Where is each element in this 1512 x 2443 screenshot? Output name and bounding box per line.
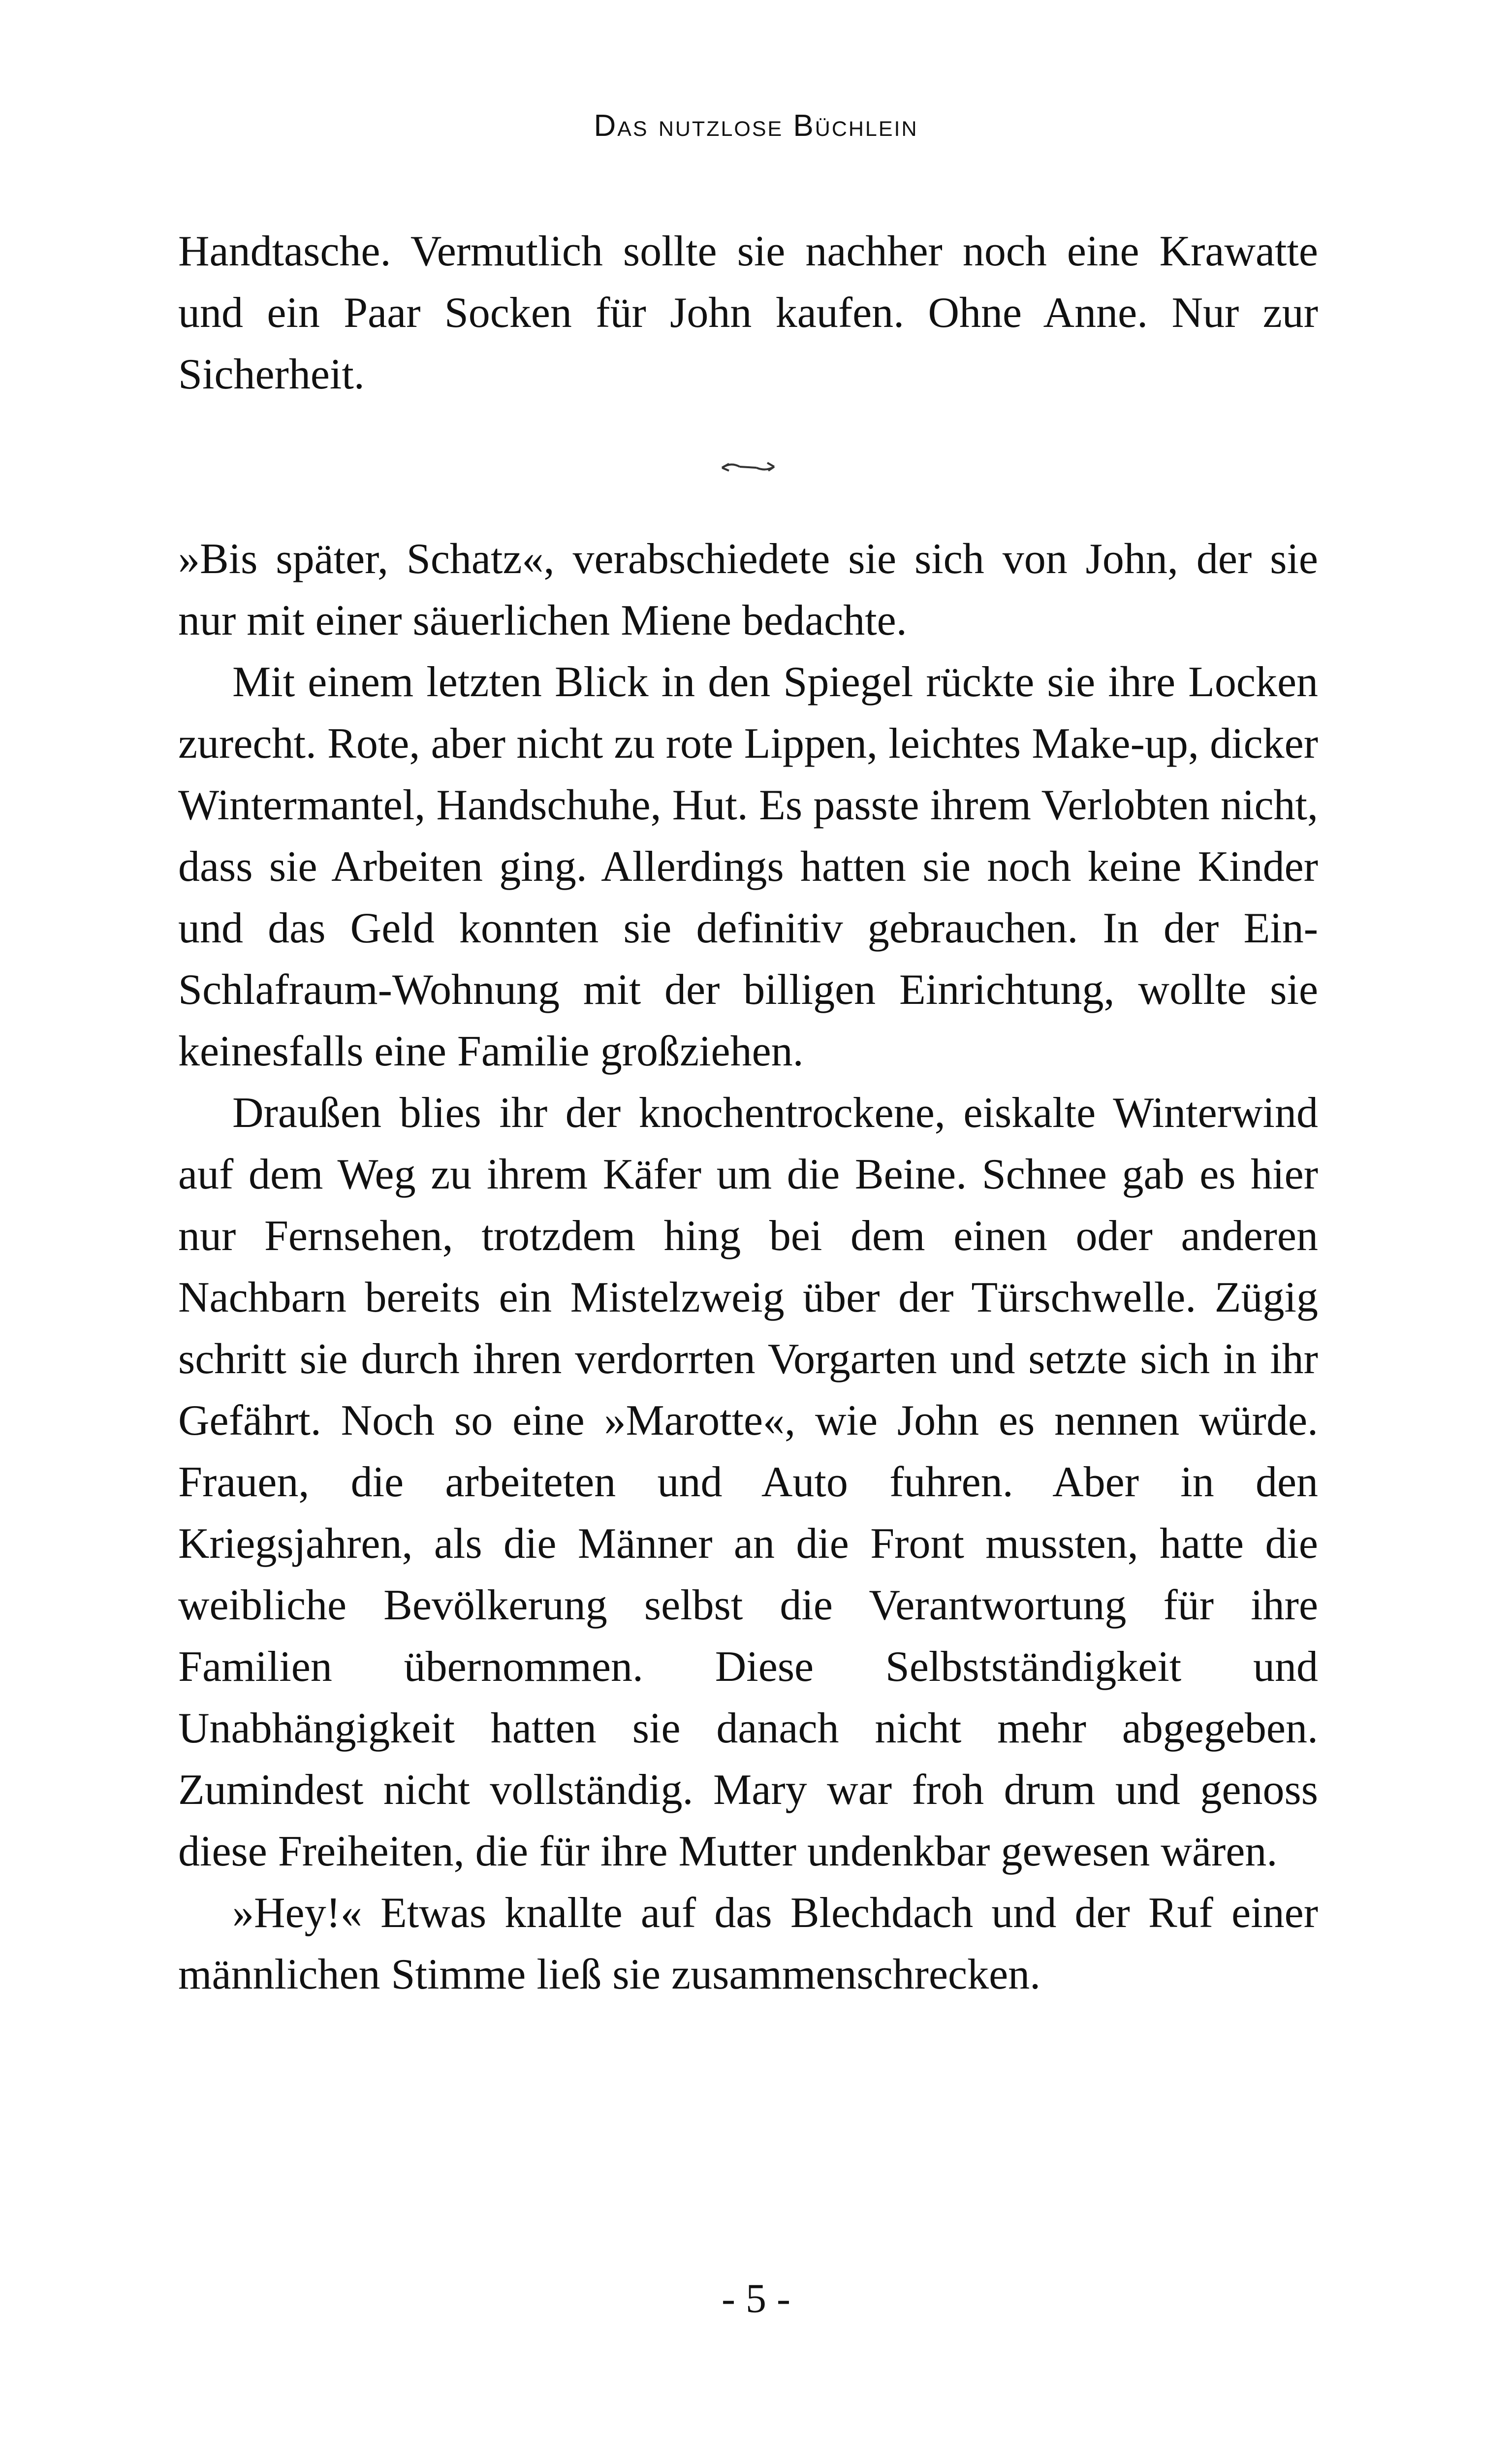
running-head: [0, 108, 1512, 143]
scene-break-ornament-icon: [178, 405, 1318, 528]
paragraph-continuation: Handtasche. Vermutlich sollte sie nachher noch eine Krawatte und ein Paar Socken für John kaufen. Ohne Anne. Nur zur Sicherheit.: [178, 227, 1318, 398]
paragraph-farewell: »Bis später, Schatz«, verabschiedete sie sich von John, der sie nur mit einer säuerlichen Miene bedachte.: [178, 535, 1318, 644]
body-text: [178, 221, 1318, 2005]
paragraph-hey: »Hey!« Etwas knallte auf das Blechdach und der Ruf einer männlichen Stimme ließ sie zusammenschrecken.: [178, 1889, 1318, 1998]
running-title: Das nutzlose Büchlein: [594, 109, 918, 143]
page-number: - 5 -: [722, 2276, 790, 2321]
paragraph-winter-wind: Draußen blies ihr der knochentrockene, eiskalte Winterwind auf dem Weg zu ihrem Käfer um die Beine. Schnee gab es hier nur Fernsehen, trotzdem hing bei dem einen oder anderen Nachbarn bereits ein Mistelzweig über der Türschwelle. Zügig schritt sie durch ihren verdorrten Vorgarten und setzte sich in ihr Gefährt. Noch so eine »Marotte«, wie John es nennen würde. Frauen, die arbeiteten und Auto fuhren. Aber in den Kriegsjahren, als die Männer an die Front mussten, hatte die weibliche Bevölkerung selbst die Verantwortung für ihre Familien übernommen. Diese Selbstständigkeit und Unabhängigkeit hatten sie danach nicht mehr abgegeben. Zumindest nicht vollständig. Mary war froh drum und genoss diese Freiheiten, die für ihre Mutter undenkbar gewesen wären.: [178, 1089, 1318, 1875]
paragraph-mirror: Mit einem letzten Blick in den Spiegel rückte sie ihre Locken zurecht. Rote, aber nicht zu rote Lippen, leichtes Make-up, dicker Wintermantel, Handschuhe, Hut. Es passte ihrem Verlobten nicht, dass sie Arbeiten ging. Allerdings hatten sie noch keine Kinder und das Geld konnten sie definitiv gebrauchen. In der Ein-Schlafraum-Wohnung mit der billigen Einrichtung, wollte sie keinesfalls eine Familie großziehen.: [178, 658, 1318, 1075]
